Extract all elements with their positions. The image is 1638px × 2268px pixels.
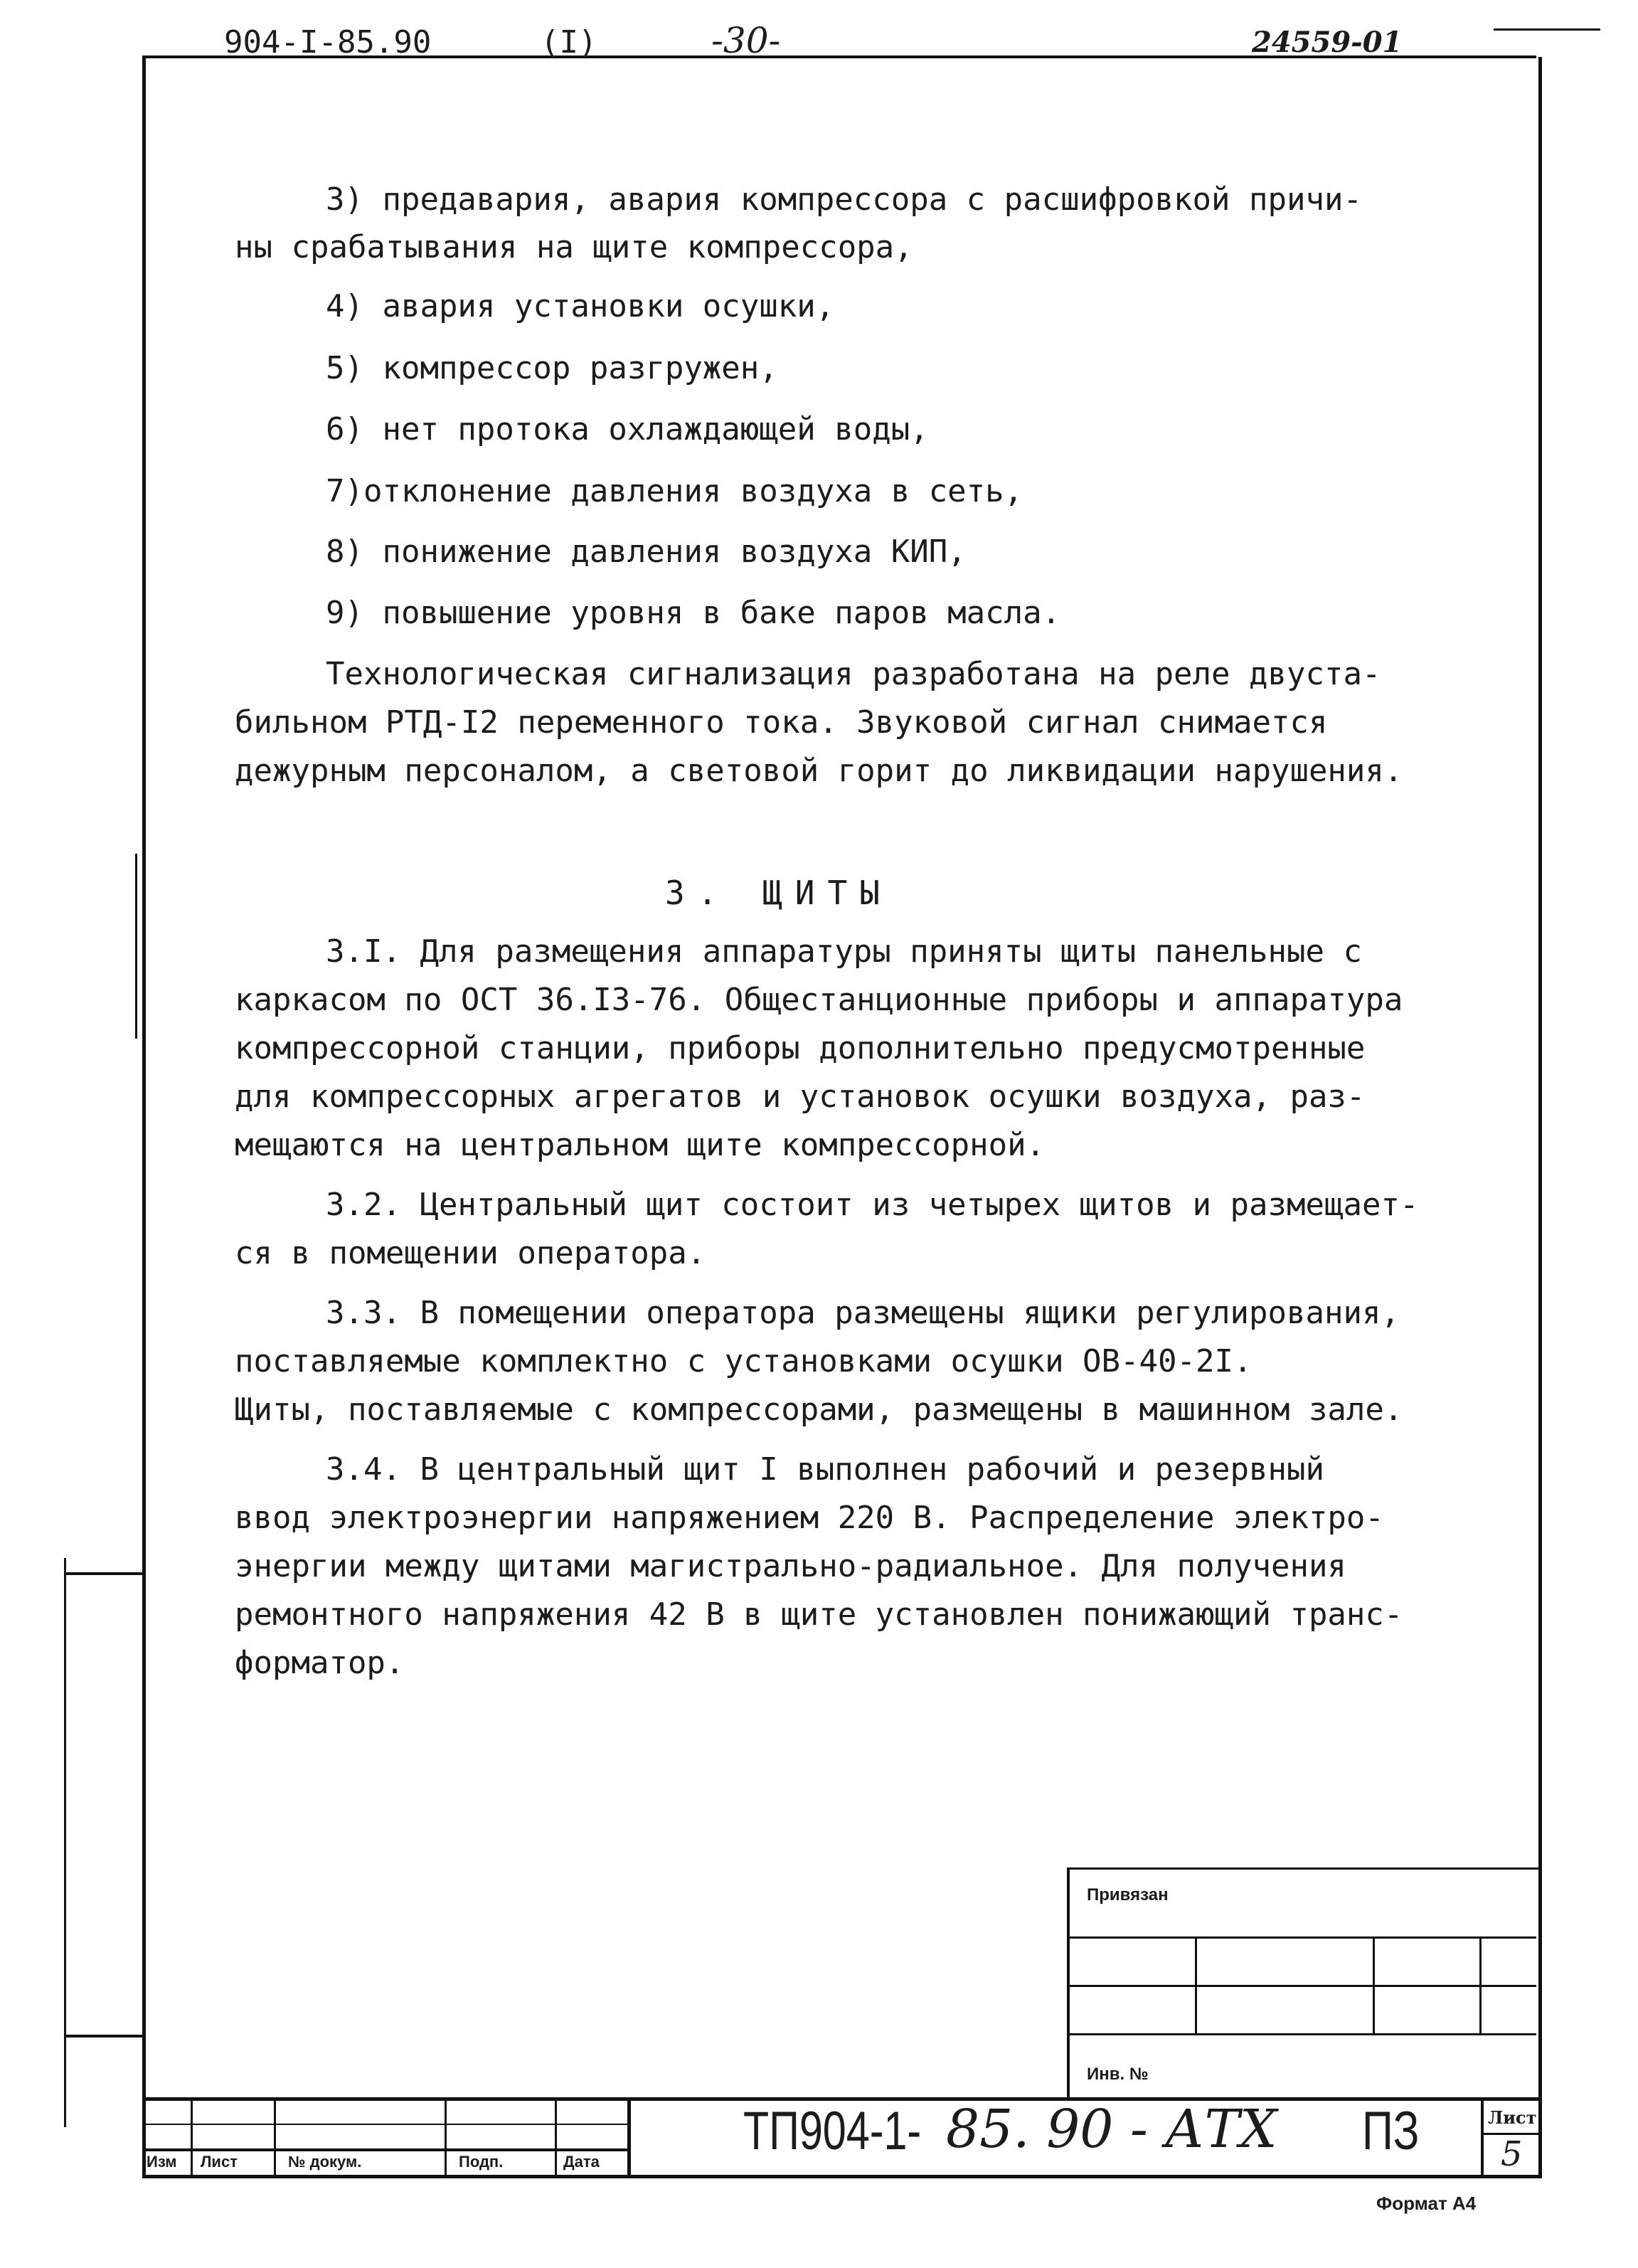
text-line-19: ся в помещении оператора. xyxy=(235,1235,706,1271)
sig-grid-col-4 xyxy=(555,2097,557,2177)
text-line-10: бильном РТД-I2 переменного тока. Звуковой сигнал снимается xyxy=(235,704,1328,741)
designation-suffix: ПЗ xyxy=(1362,2101,1420,2161)
format-label: Формат А4 xyxy=(1376,2193,1477,2214)
col-label-doc: № докум. xyxy=(288,2153,362,2171)
text-line-11: дежурным персоналом, а световой горит до ликвидации нарушения. xyxy=(235,753,1403,789)
text-line-20: 3.3. В помещении оператора размещены ящики регулирования, xyxy=(326,1295,1400,1331)
title-block-sheet-divider xyxy=(1481,2097,1484,2177)
header-page-number: -30- xyxy=(711,20,781,61)
frame-right-border xyxy=(1538,57,1542,2177)
sig-grid-col-2 xyxy=(274,2097,276,2177)
text-line-26: ремонтного напряжения 42 В в щите установлен понижающий транс- xyxy=(235,1596,1403,1633)
binding-col-3 xyxy=(1479,1936,1482,2033)
text-line-4: 5) компрессор разгружен, xyxy=(326,350,778,386)
text-line-24: ввод электроэнергии напряжением 220 В. Распределение электро- xyxy=(235,1500,1384,1536)
text-line-14: каркасом по ОСТ 36.I3-76. Общестанционные приборы и аппаратура xyxy=(235,982,1403,1018)
text-line-8: 9) повышение уровня в баке паров масла. xyxy=(326,595,1061,631)
margin-tick-1 xyxy=(64,1572,142,1575)
binding-row-3 xyxy=(1067,2033,1536,2035)
margin-tick-2 xyxy=(64,2035,142,2038)
text-line-23: 3.4. В центральный щит I выполнен рабочий и резервный xyxy=(326,1451,1324,1488)
binding-row-2 xyxy=(1067,1985,1536,1987)
frame-bottom-border xyxy=(142,2175,1542,2178)
col-label-izm: Изм xyxy=(147,2153,177,2171)
text-line-1: 3) предавария, авария компрессора с расшифровкой причи- xyxy=(326,181,1362,218)
text-line-6: 7)отклонение давления воздуха в сеть, xyxy=(326,473,1023,509)
header-volume: (I) xyxy=(541,24,597,60)
section-heading: 3. ЩИТЫ xyxy=(665,874,893,912)
header-doc-code: 904-I-85.90 xyxy=(224,24,432,60)
text-line-15: компрессорной станции, приборы дополнительно предусмотренные xyxy=(235,1030,1366,1066)
binding-row-1 xyxy=(1067,1936,1536,1939)
designation-handwritten: 85. 90 - АТХ xyxy=(946,2099,1277,2160)
text-line-16: для компрессорных агрегатов и установок осушки воздуха, раз- xyxy=(235,1079,1366,1115)
text-line-21: поставляемые комплектно с установками осушки ОВ-40-2I. xyxy=(235,1343,1253,1379)
sig-grid-col-3 xyxy=(445,2097,447,2177)
binding-col-2 xyxy=(1373,1936,1375,2033)
text-line-5: 6) нет протока охлаждающей воды, xyxy=(326,411,929,447)
text-line-2: ны срабатывания на щите компрессора, xyxy=(235,229,913,265)
text-line-22: Щиты, поставляемые с компрессорами, размещены в машинном зале. xyxy=(235,1392,1403,1428)
margin-mark-1 xyxy=(135,854,137,1039)
text-line-25: энергии между щитами магистрально-радиальное. Для получения xyxy=(235,1548,1346,1584)
text-line-3: 4) авария установки осушки, xyxy=(326,288,835,324)
sheet-label: Лист xyxy=(1488,2107,1537,2128)
text-line-7: 8) понижение давления воздуха КИП, xyxy=(326,534,967,570)
title-block-divider xyxy=(627,2097,631,2177)
binding-col-1 xyxy=(1195,1936,1197,2033)
inventory-no-label: Инв. № xyxy=(1087,2065,1149,2084)
text-line-9: Технологическая сигнализация разработана на реле двуста- xyxy=(326,656,1381,692)
binding-stamp-label: Привязан xyxy=(1087,1885,1169,1904)
text-line-27: форматор. xyxy=(235,1645,405,1681)
col-label-list: Лист xyxy=(201,2153,238,2171)
text-line-13: 3.I. Для размещения аппаратуры приняты щиты панельные с xyxy=(326,933,1362,970)
header-rule-right xyxy=(1494,28,1600,31)
col-label-podp: Подп. xyxy=(459,2153,504,2171)
text-line-17: мещаются на центральном щите компрессорной. xyxy=(235,1127,1046,1163)
header-inventory-number: 24559-01 xyxy=(1252,26,1403,59)
sig-grid-col-1 xyxy=(191,2097,193,2177)
sheet-number: 5 xyxy=(1501,2134,1523,2174)
text-line-18: 3.2. Центральный щит состоит из четырех щитов и размещает- xyxy=(326,1187,1419,1223)
col-label-data: Дата xyxy=(563,2153,600,2171)
designation-printed: ТП904-1- xyxy=(743,2101,922,2161)
margin-line-outer xyxy=(64,1558,66,2127)
frame-left-border xyxy=(142,57,146,2177)
